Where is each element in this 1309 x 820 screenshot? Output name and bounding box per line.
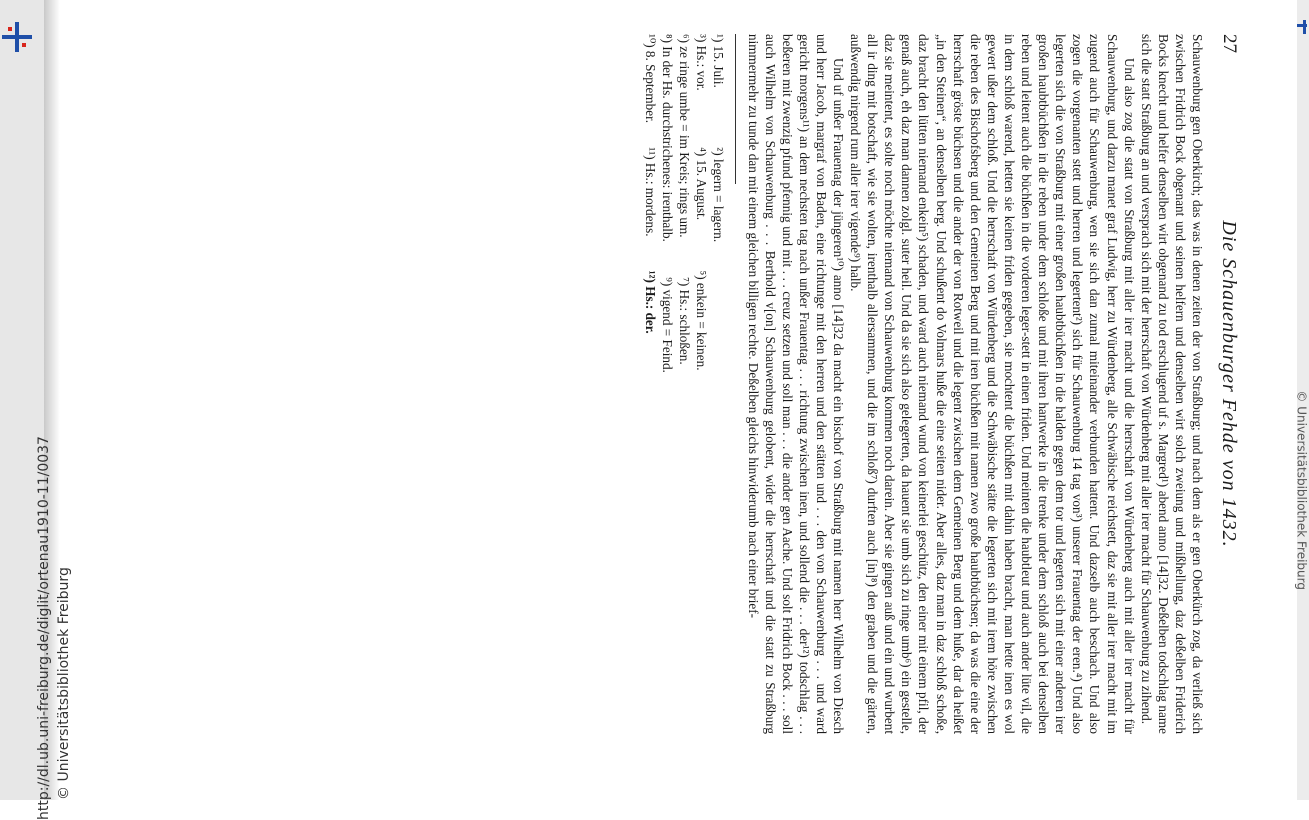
scanned-page bbox=[30, 34, 1240, 734]
paragraph: Und uf unßer Frauentag der jüngeren¹⁰) anno [14]32 da macht ein bischof von Straßburg mit namen herr Wilhelm von Diesch und herr Jacob, margraf von Baden, eine richtunge mit den herren und den stätten und . . . den von Schauwenburg . . . und ward gericht morgens¹¹) an dem nechsten tag nach unßer Frauentag . . . richtung zwischen inen, und sollend die . . . der¹²) todschlag . . . beßeren mit zwenzig pfund pfennig und mit . . . creuz setzen und soll man . . . die ander gen Aache. Und solt Fridrich Bock . . . soll auch Wilhelm von Schauwenburg . . . Berthold v[on] Schauwenburg gelobent, wider die herrschaft und die statt zu Straßburg nimmermehr zu tunde dan mit einem gleichen billigen rechte. Deßelben gleichs hinwiderumb nach einer brief- bbox=[745, 34, 847, 734]
source-url[interactable]: http://dl.ub.uni-freiburg.de/diglit/ortenau1910-11/0037 bbox=[36, 436, 52, 820]
footnote: ¹⁰) 8. September. bbox=[643, 34, 659, 124]
footnote: ⁸) In der Hs. durchstrichenes: irenthalb. bbox=[660, 34, 676, 242]
footnotes bbox=[642, 34, 727, 734]
footnote: ³) Hs.: vor. bbox=[694, 34, 710, 91]
right-edge-copyright: © Universitätsbibliothek Freiburg bbox=[1295, 390, 1309, 590]
paragraph: Schauwenburg gen Oberkirch; das was in denen zeiten der von Straßburg; und nach dem als er gen Oberkürch zog, da verließ sich zwischen Fridrich Bock obgenant und seinen helfern und denselben wirt solch zweiung und mißhellung, daz deßelben Friderich Bocks knecht und helfer denselben wirt obgenand zu tod erschlugend uf s. Margred¹) abend anno [14]32. Deßelben todschlag name sich die statt Straßburg an und versprach sich mit der herrschaft von Würdenberg mit aller irer macht für Schauwenburg zu zihend. bbox=[1138, 34, 1205, 734]
footnote-row bbox=[710, 34, 727, 734]
library-logo-partial-icon bbox=[1297, 20, 1307, 34]
footnote: ¹) 15. Juli. bbox=[711, 34, 727, 88]
footnote: ¹¹) Hs.: mordens. bbox=[643, 147, 659, 237]
footnote: ⁴) 15. August. bbox=[694, 147, 710, 221]
footnote-row bbox=[676, 34, 693, 734]
footnote: ⁹) vigend = Feind. bbox=[660, 277, 676, 373]
footnote-row bbox=[659, 34, 676, 734]
page-header bbox=[1212, 34, 1240, 734]
paragraph: Und also zog die statt von Straßburg mit aller irer macht und die herrschaft von Würdenberg auch mit aller irer macht für Schauwenburg, und darzu manet graf Ludwig, herr zu Würdenberg, alle Schwäbische reichstett, daz sie mit aller irer macht mit im zugend auch für Schauwenburg, wen sie sich dan zumal miteinander verbunden hattent. Und dazselb auch beschach. Und also zogen die vorgenanten stett und herren und legertent²) sich für Schauwenburg 14 tag von³) unserer Frauentag der eren.⁴) Und also legerten sich die von Straßburg mit einer großen haubtbüchßen in die halden gegen dem tor und legerten sich mit einer anderen irer großen haubtbüchßen in die reben under dem schloße und mit ihren hantwerke in die trenke under dem schloß auch bei denselben reben und leitent auch die büchßen in die vorderen leger-stett in einen friden. Und meinten die haubtleut und auch ander lüte vil, die in dem schloß warend, hetten sie keinen friden gegeben, sie mochtent die büchßen mit dahin haben bracht, man hette inen es wol gewert ußer dem schloß. Und die herrschaft von Würdenberg und die Schwäbische stätte die legerten sich mit irem höre zwischen die reben des Bischofsberg und den Gemeinen Berg und mit iren büchßen mit namen zwo große haubtbüchsen; da was die eine der herrschaft gröste büchsen und die ander der von Rotweil und die legent zwischen dem Gemeinen Berg und dem huße, dar da heißet „in den Steinen“, an denselben berg. Und schußent do Volmars huße die eine seiten nider. Aber alles, daz man in daz schloß schoße, daz bracht den lütten niemand enkein⁵) schaden, und ward auch niemand wund von keinerlei geschütz, den einer mit einem pfil, der genaß auch, eh daz man dannen zolgl. suter heil. Und da sie sich also gelegerten, da hauent sie umb sich zu ringe umb⁶) ein gestelle, daz sie meintent, es solte noch möchte niemand von Schauwenburg kommen noch darein. Aber sie gingen auß und ein und wurbent all ir ding mit botschaft, wie sie wolten, irenthalb allersammen, und die im schloß⁷) durften auch [in]⁸) den graben und die gärten, außwendig nirgend rum aller irer vigende⁹) halb. bbox=[848, 34, 1137, 734]
copyright-note: © Universitätsbibliothek Freiburg bbox=[56, 567, 72, 800]
library-logo-icon bbox=[2, 22, 32, 52]
footnote: ⁶) ze ringe umbe = im Kreis; rings um. bbox=[677, 34, 693, 238]
footnote: ⁷) Hs.: schloßen. bbox=[677, 277, 693, 365]
page-number: 27 bbox=[1219, 34, 1240, 53]
footnote: ²) legern = lagern. bbox=[711, 147, 727, 243]
running-title: Die Schauenburger Fehde von 1432. bbox=[1218, 220, 1240, 548]
footnote: ⁵) enkein = keinen. bbox=[694, 270, 710, 371]
footnote: ¹²) Hs.: der. bbox=[643, 270, 659, 334]
footnote-divider bbox=[735, 34, 736, 184]
footnote-row bbox=[642, 34, 659, 734]
footnote-row bbox=[693, 34, 710, 734]
page-body bbox=[744, 34, 1206, 734]
